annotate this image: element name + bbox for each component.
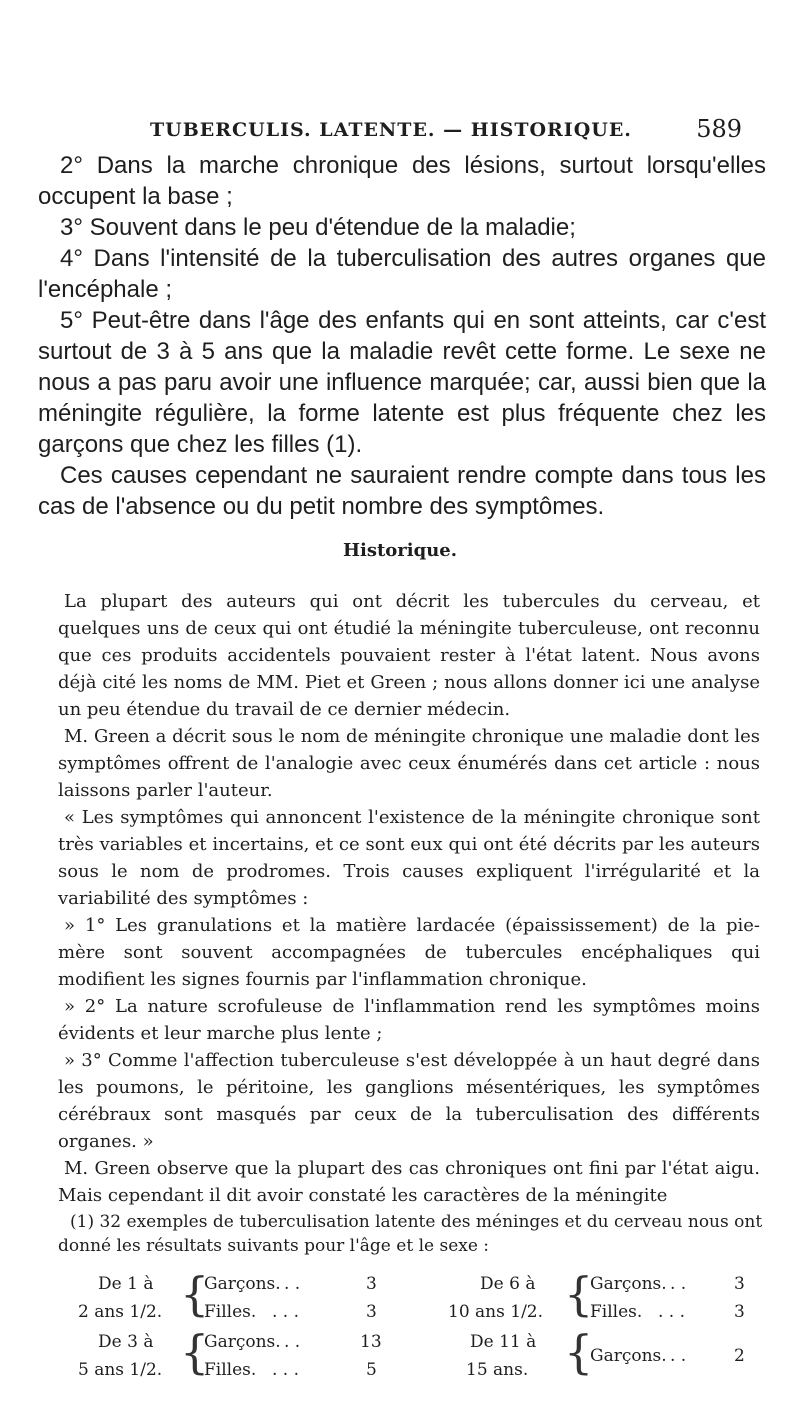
brace: { <box>564 1267 594 1321</box>
brace: { <box>564 1325 594 1379</box>
section-heading: Historique. <box>342 540 457 561</box>
age-range: 5 ans 1/2. <box>78 1360 163 1380</box>
paragraph: M. Green observe que la plupart des cas chroniques ont fini par l'état aigu. Mais cependant il dit avoir constaté les caractères de la méningite <box>58 1158 760 1206</box>
paragraph: » 2° La nature scrofuleuse de l'inflammation rend les symptômes moins évidents et leur marche plus lente ; <box>58 996 760 1044</box>
page-number: 589 <box>696 115 742 143</box>
leader-dots: . . <box>670 1274 687 1294</box>
paragraph: La plupart des auteurs qui ont décrit les tubercules du cerveau, et quelques uns de ceux qui ont étudié la méningite tuberculeuse, ont reconnu que ces produits accidentels pouvaient rester à l'état latent. Nous avons déjà cité les noms de MM. Piet et Green ; nous allons donner ici une analyse un peu étendue du travail de ce dernier médecin. <box>58 591 760 720</box>
paragraph: 2° Dans la marche chronique des lésions, surtout lorsqu'elles occupent la base ; <box>38 152 766 210</box>
sex-label: Garçons. <box>590 1274 667 1294</box>
leader-dots: . . . <box>658 1302 686 1322</box>
count-value: 2 <box>734 1346 745 1366</box>
main-text-large <box>38 150 766 522</box>
leader-dots: . . . <box>272 1360 300 1380</box>
count-value: 3 <box>366 1302 377 1322</box>
brace: { <box>180 1267 210 1321</box>
age-range: 10 ans 1/2. <box>448 1302 544 1322</box>
paragraph: 3° Souvent dans le peu d'étendue de la maladie; <box>60 214 576 241</box>
sex-label: Garçons. <box>204 1274 281 1294</box>
leader-dots: . . <box>670 1346 687 1366</box>
running-title: TUBERCULIS. LATENTE. — HISTORIQUE. <box>150 119 632 141</box>
footnote-table <box>78 1267 758 1394</box>
age-range: 2 ans 1/2. <box>78 1302 163 1322</box>
count-value: 3 <box>734 1302 745 1322</box>
paragraph: 5° Peut-être dans l'âge des enfants qui en sont atteints, car c'est surtout de 3 à 5 ans que la maladie revêt cette forme. Le sexe ne nous a pas paru avoir une influence marquée; car, aussi bien que la méningite régulière, la forme latente est plus fréquente chez les garçons que chez les filles (1). <box>38 307 766 458</box>
age-range: De 3 à <box>98 1332 154 1352</box>
sex-label: Garçons. <box>204 1332 281 1352</box>
brace: { <box>180 1325 210 1379</box>
count-value: 3 <box>366 1274 377 1294</box>
footnote <box>58 1210 768 1258</box>
main-text-small <box>58 588 760 1209</box>
running-head <box>60 115 750 143</box>
age-range: De 11 à <box>470 1332 537 1352</box>
leader-dots: . . <box>284 1332 301 1352</box>
age-range: De 6 à <box>480 1274 536 1294</box>
leader-dots: . . . <box>272 1302 300 1322</box>
leader-dots: . . <box>284 1274 301 1294</box>
count-value: 5 <box>366 1360 377 1380</box>
age-range: De 1 à <box>98 1274 154 1294</box>
count-value: 13 <box>360 1332 382 1352</box>
footnote-text: (1) 32 exemples de tuberculisation latente des méninges et du cerveau nous ont donné les résultats suivants pour l'âge et le sexe : <box>58 1212 763 1256</box>
sex-label: Filles. <box>204 1360 257 1380</box>
paragraph: « Les symptômes qui annoncent l'existence de la méningite chronique sont très variables et incertains, et ce sont eux qui ont été décrits par les auteurs sous le nom de prodromes. Trois causes expliquent l'irrégularité et la variabilité des symptômes : <box>58 807 760 909</box>
paragraph: M. Green a décrit sous le nom de méningite chronique une maladie dont les symptômes offrent de l'analogie avec ceux énumérés dans cet article : nous laissons parler l'auteur. <box>58 726 760 801</box>
sex-label: Garçons. <box>590 1346 667 1366</box>
age-range: 15 ans. <box>466 1360 529 1380</box>
sex-label: Filles. <box>590 1302 643 1322</box>
count-value: 3 <box>734 1274 745 1294</box>
paragraph: 4° Dans l'intensité de la tuberculisation des autres organes que l'encéphale ; <box>38 245 766 303</box>
sex-label: Filles. <box>204 1302 257 1322</box>
paragraph: » 1° Les granulations et la matière lardacée (épaississement) de la pie-mère sont souvent accompagnées de tubercules encéphaliques qui modifient les signes fournis par l'inflammation chronique. <box>58 915 760 990</box>
paragraph: » 3° Comme l'affection tuberculeuse s'est développée à un haut degré dans les poumons, le péritoine, les ganglions mésentériques, les symptômes cérébraux sont masqués par ceux de la tuberculisation des différents organes. » <box>58 1050 760 1152</box>
paragraph: Ces causes cependant ne sauraient rendre compte dans tous les cas de l'absence ou du petit nombre des symptômes. <box>38 462 766 520</box>
